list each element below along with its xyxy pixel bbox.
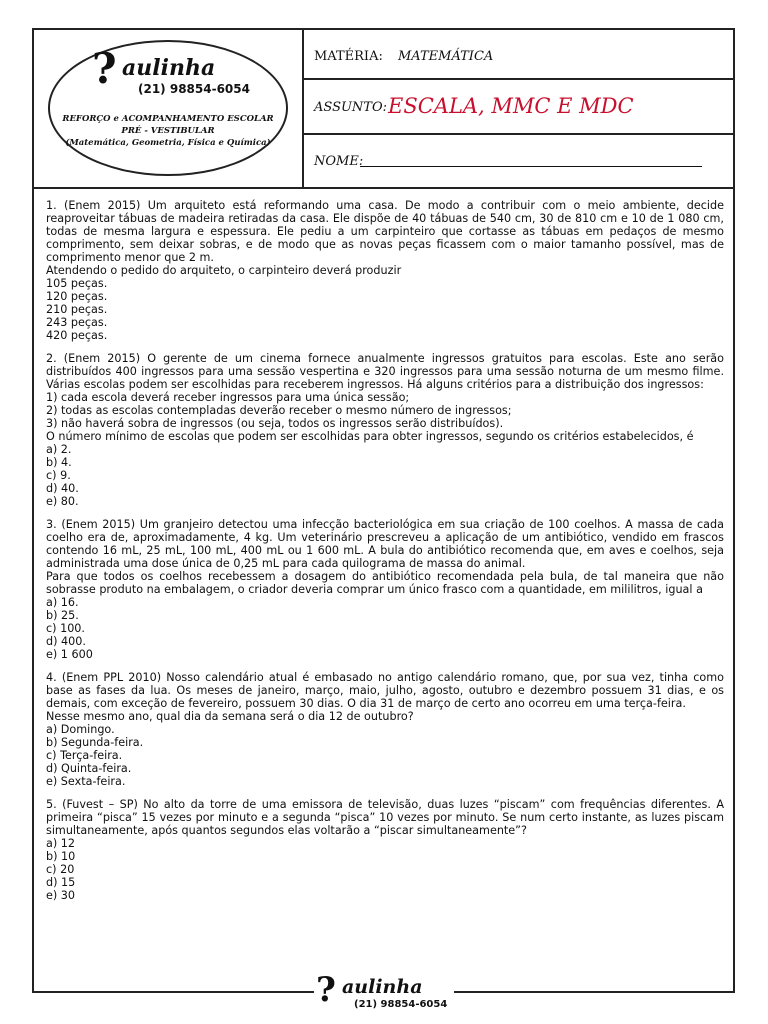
answer-option: d) 15 bbox=[46, 876, 76, 889]
footer-phone: (21) 98854-6054 bbox=[354, 999, 448, 1010]
footer-rule-left bbox=[32, 992, 304, 993]
footer-rule-right bbox=[462, 992, 735, 993]
answer-option: a) Domingo. bbox=[46, 723, 115, 736]
nome-field[interactable] bbox=[360, 166, 702, 167]
answer-option: a) 12 bbox=[46, 837, 76, 850]
nome-row bbox=[302, 135, 733, 187]
question-text: 1. (Enem 2015) Um arquiteto está reformando uma casa. De modo a contribuir com o meio ambiente, decide reaproveitar tábuas de madeira retiradas da casa. Ele dispõe de 40 tábuas de 540 cm, 30 de 810 cm e 10 de 1 080 cm, todas de mesma largura e espessura. Ele pediu a um carpinteiro que cortasse as tábuas em pedaços de mesmo comprimento, sem deixar sobras, e de modo que as novas peças ficassem com o maior tamanho possível, mas de comprimento menor que 2 m. bbox=[46, 199, 724, 264]
answer-option: e) 30 bbox=[46, 889, 76, 902]
logo-phone: (21) 98854-6054 bbox=[138, 82, 250, 96]
nome-label: NOME: bbox=[314, 154, 364, 169]
answer-option: b) 10 bbox=[46, 850, 76, 863]
answer-option: b) 25. bbox=[46, 609, 79, 622]
answer-option: 210 peças. bbox=[46, 303, 108, 316]
question-text: 2. (Enem 2015) O gerente de um cinema fornece anualmente ingressos gratuitos para escolas. Este ano serão distribuídos 400 ingressos para uma sessão vespertina e 320 ingressos para uma sessão noturna de um mesmo filme. Várias escolas podem ser escolhidas para receberem ingressos. Há alguns critérios para a distribuição dos ingressos: bbox=[46, 352, 724, 391]
questions-list bbox=[46, 199, 724, 912]
footer-question-mark-icon: ? bbox=[316, 970, 336, 1010]
logo-tagline-2: PRÉ - VESTIBULAR bbox=[121, 126, 215, 136]
assunto-value: ESCALA, MMC E MDC bbox=[388, 94, 634, 118]
answer-option: 105 peças. bbox=[46, 277, 108, 290]
answer-option: e) 80. bbox=[46, 495, 79, 508]
materia-row bbox=[302, 30, 733, 80]
question-line: O número mínimo de escolas que podem ser escolhidas para obter ingressos, segundo os critérios estabelecidos, é bbox=[46, 430, 694, 443]
answer-option: c) Terça-feira. bbox=[46, 749, 123, 762]
answer-option: d) 40. bbox=[46, 482, 79, 495]
materia-value: MATEMÁTICA bbox=[398, 49, 494, 64]
worksheet-header bbox=[34, 30, 733, 189]
question-2 bbox=[46, 352, 724, 508]
question-3 bbox=[46, 518, 724, 661]
question-line: 3) não haverá sobra de ingressos (ou seja, todos os ingressos serão distribuídos). bbox=[46, 417, 504, 430]
answer-option: b) 4. bbox=[46, 456, 72, 469]
question-text: 3. (Enem 2015) Um granjeiro detectou uma infecção bacteriológica em sua criação de 100 coelhos. A massa de cada coelho era de, aproximadamente, 4 kg. Um veterinário prescreveu a aplicação de um antibiótico, vendido em frascos contendo 16 mL, 25 mL, 100 mL, 400 mL ou 1 600 mL. A bula do antibiótico recomenda que, em aves e coelhos, seja administrada uma dose única de 0,25 mL para cada quilograma de massa do animal. bbox=[46, 518, 724, 570]
materia-label: MATÉRIA: bbox=[314, 49, 383, 64]
question-text: Para que todos os coelhos recebessem a dosagem do antibiótico recomendada pela bula, de tal maneira que não sobrasse produto na embalagem, o criador deveria comprar um único frasco com a quantidade, em mililitros, igual a bbox=[46, 570, 724, 596]
answer-option: 120 peças. bbox=[46, 290, 108, 303]
question-1 bbox=[46, 199, 724, 342]
footer bbox=[32, 970, 735, 1024]
question-5 bbox=[46, 798, 724, 902]
answer-option: c) 9. bbox=[46, 469, 71, 482]
answer-option: a) 16. bbox=[46, 596, 79, 609]
answer-option: c) 20 bbox=[46, 863, 75, 876]
question-line: 1) cada escola deverá receber ingressos para uma única sessão; bbox=[46, 391, 410, 404]
worksheet-frame bbox=[32, 28, 735, 993]
answer-option: c) 100. bbox=[46, 622, 85, 635]
question-text: 5. (Fuvest – SP) No alto da torre de uma emissora de televisão, duas luzes “piscam” com frequências diferentes. A primeira “pisca” 15 vezes por minuto e a segunda “pisca” 10 vezes por minuto. Se num certo instante, as luzes piscam simultaneamente, após quantos segundos elas voltarão a “piscar simultaneamente”? bbox=[46, 798, 724, 837]
footer-brand-name: aulinha bbox=[342, 976, 423, 998]
answer-option: 243 peças. bbox=[46, 316, 108, 329]
logo-brand-name: aulinha bbox=[122, 55, 216, 81]
logo-question-mark-icon: ? bbox=[92, 44, 117, 93]
question-4 bbox=[46, 671, 724, 788]
assunto-row bbox=[302, 80, 733, 135]
question-line: Nesse mesmo ano, qual dia da semana será o dia 12 de outubro? bbox=[46, 710, 414, 723]
answer-option: e) Sexta-feira. bbox=[46, 775, 126, 788]
footer-logo bbox=[314, 970, 454, 1014]
answer-option: 420 peças. bbox=[46, 329, 108, 342]
logo-cell bbox=[34, 30, 304, 187]
answer-option: a) 2. bbox=[46, 443, 72, 456]
answer-option: e) 1 600 bbox=[46, 648, 93, 661]
question-line: Atendendo o pedido do arquiteto, o carpinteiro deverá produzir bbox=[46, 264, 402, 277]
answer-option: b) Segunda-feira. bbox=[46, 736, 144, 749]
answer-option: d) Quinta-feira. bbox=[46, 762, 132, 775]
logo-tagline-1: REFORÇO e ACOMPANHAMENTO ESCOLAR bbox=[62, 114, 274, 124]
question-text: 4. (Enem PPL 2010) Nosso calendário atual é embasado no antigo calendário romano, que, por sua vez, tinha como base as fases da lua. Os meses de janeiro, março, maio, julho, agosto, outubro e dezembro possuem 31 dias, e os demais, com exceção de fevereiro, possuem 30 dias. O dia 31 de março de certo ano ocorreu em uma terça-feira. bbox=[46, 671, 724, 710]
question-line: 2) todas as escolas contempladas deverão receber o mesmo número de ingressos; bbox=[46, 404, 512, 417]
logo-tagline-3: (Matemática, Geometria, Física e Química) bbox=[65, 138, 271, 148]
answer-option: d) 400. bbox=[46, 635, 86, 648]
assunto-label: ASSUNTO: bbox=[314, 100, 388, 115]
